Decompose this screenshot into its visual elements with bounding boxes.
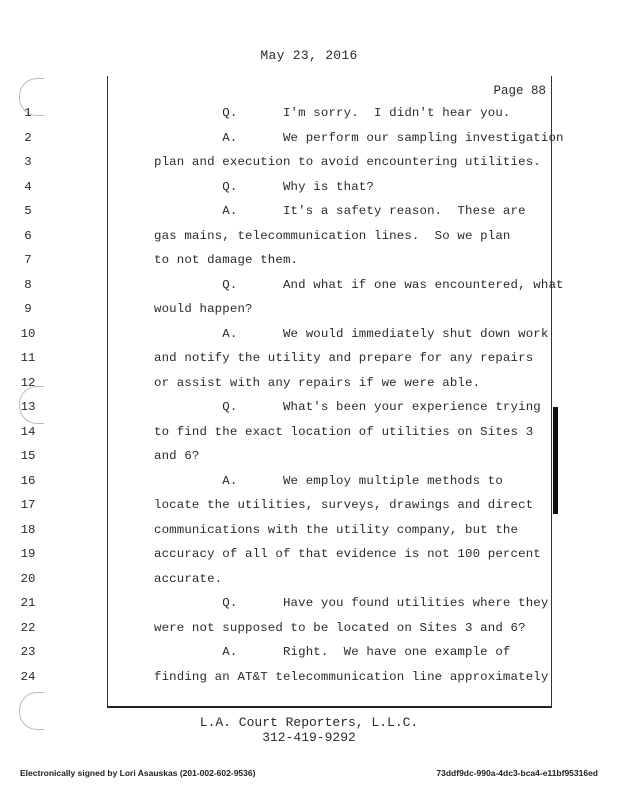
line-text: accurate. xyxy=(154,571,223,586)
line-text: A. Right. We have one example of xyxy=(154,645,511,659)
line-number: 14 xyxy=(20,424,36,439)
transcript-line xyxy=(20,640,551,665)
transcript-line xyxy=(24,199,551,224)
line-number: 1 xyxy=(24,106,32,120)
line-number: 9 xyxy=(24,302,32,316)
line-number: 7 xyxy=(24,253,32,267)
line-number: 15 xyxy=(20,449,36,463)
line-number: 4 xyxy=(24,179,32,194)
line-number: 21 xyxy=(20,596,36,610)
line-text: A. It's a safety reason. These are xyxy=(154,204,526,218)
line-number: 17 xyxy=(20,498,36,512)
transcript-line xyxy=(24,224,551,249)
line-text: A. We perform our sampling investigation xyxy=(154,130,564,145)
line-number: 13 xyxy=(20,400,36,414)
line-text: A. We would immediately shut down work xyxy=(154,326,549,341)
line-text: Q. What's been your experience trying xyxy=(154,400,541,414)
transcript-line xyxy=(20,616,551,641)
transcript-line xyxy=(20,444,551,469)
line-number: 8 xyxy=(24,277,32,292)
document-hash: 73ddf9dc-990a-4dc3-bca4-e11bf95316ed xyxy=(436,768,598,778)
line-text: were not supposed to be located on Sites 3 and 6? xyxy=(154,620,526,635)
transcript-line xyxy=(20,469,551,494)
transcript-line xyxy=(20,371,551,396)
transcript-line xyxy=(20,346,551,371)
transcript-line xyxy=(20,542,551,567)
line-text: communications with the utility company, but the xyxy=(154,522,519,537)
transcript-line xyxy=(24,175,551,200)
transcript-line xyxy=(24,297,551,322)
line-number: 5 xyxy=(24,204,32,218)
transcript-line xyxy=(20,322,551,347)
line-number: 16 xyxy=(20,473,36,488)
transcript-date: May 23, 2016 xyxy=(260,48,358,63)
line-text: Q. I'm sorry. I didn't hear you. xyxy=(154,106,511,120)
line-text: gas mains, telecommunication lines. So we plan xyxy=(154,228,511,243)
court-reporter-company: L.A. Court Reporters, L.L.C. xyxy=(199,715,419,730)
transcript-line xyxy=(24,101,551,126)
line-text: finding an AT&T telecommunication line approximately xyxy=(154,669,549,684)
electronic-signature: Electronically signed by Lori Asauskas (201-002-602-9536) xyxy=(20,768,256,778)
page-number: Page 88 xyxy=(493,84,546,98)
line-number: 20 xyxy=(20,571,36,586)
line-number: 11 xyxy=(20,351,36,365)
line-text: Q. Why is that? xyxy=(154,179,374,194)
line-text: Q. Have you found utilities where they xyxy=(154,596,549,610)
line-number: 23 xyxy=(20,645,36,659)
margin-bar xyxy=(553,407,558,514)
transcript-line xyxy=(20,591,551,616)
line-text: to find the exact location of utilities on Sites 3 xyxy=(154,424,534,439)
line-number: 18 xyxy=(20,522,36,537)
transcript-line xyxy=(20,567,551,592)
transcript-line xyxy=(20,665,551,690)
line-number: 6 xyxy=(24,228,32,243)
line-text: to not damage them. xyxy=(154,253,299,267)
line-text: accuracy of all of that evidence is not 100 percent xyxy=(154,547,541,561)
line-text: Q. And what if one was encountered, what xyxy=(154,277,564,292)
line-text: locate the utilities, surveys, drawings and direct xyxy=(154,498,534,512)
transcript-line xyxy=(24,126,564,151)
transcript-line xyxy=(20,493,551,518)
line-number: 19 xyxy=(20,547,36,561)
line-text: would happen? xyxy=(154,302,253,316)
transcript-lines xyxy=(20,101,564,689)
line-number: 24 xyxy=(20,669,36,684)
transcript-page-frame xyxy=(20,76,564,708)
line-number: 12 xyxy=(20,375,36,390)
line-number: 10 xyxy=(20,326,36,341)
transcript-line xyxy=(20,518,551,543)
court-reporter-phone: 312-419-9292 xyxy=(262,730,356,745)
transcript-line xyxy=(24,248,551,273)
transcript-line xyxy=(20,420,551,445)
line-number: 3 xyxy=(24,155,32,169)
transcript-line xyxy=(24,150,551,175)
line-text: A. We employ multiple methods to xyxy=(154,473,503,488)
line-number: 2 xyxy=(24,130,32,145)
line-text: and 6? xyxy=(154,449,200,463)
line-text: and notify the utility and prepare for any repairs xyxy=(154,351,534,365)
line-text: plan and execution to avoid encountering utilities. xyxy=(154,155,541,169)
transcript-line xyxy=(24,273,564,298)
transcript-line xyxy=(20,395,551,420)
line-number: 22 xyxy=(20,620,36,635)
line-text: or assist with any repairs if we were able. xyxy=(154,375,481,390)
